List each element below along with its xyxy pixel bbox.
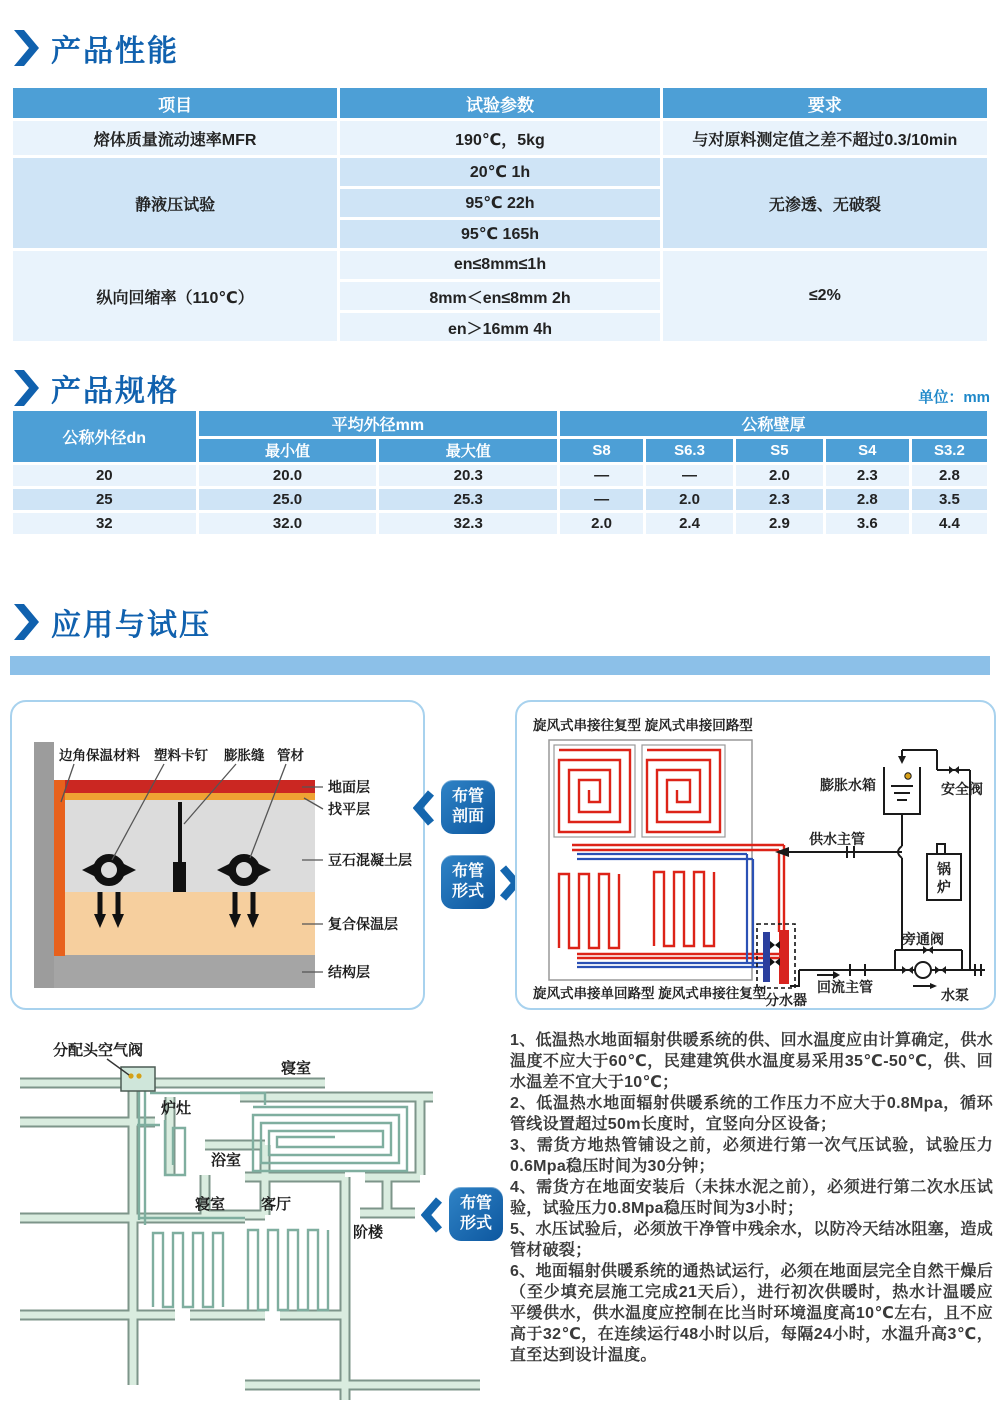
cell-param: 190℃，5kg (339, 120, 661, 157)
cell: 2.0 (559, 512, 645, 536)
badge-label: 布管 (451, 788, 484, 805)
col-header-wall: 公称壁厚 (559, 410, 989, 438)
badge-label: 形式 (451, 883, 484, 900)
cell: 4.4 (910, 512, 988, 536)
badge-label: 剖面 (451, 808, 484, 825)
cell: 2.8 (910, 464, 988, 488)
col-header-req: 要求 (661, 87, 988, 120)
cell-req: ≤2% (661, 250, 988, 343)
cell-param: 95℃ 165h (339, 219, 661, 250)
coil-caption: 旋风式串接往复型 旋风式串接回路型 (533, 718, 753, 733)
cell: 2.9 (734, 512, 824, 536)
pipe-blue (577, 854, 763, 967)
layer-label: 豆石混凝土层 (328, 852, 412, 868)
table-row (12, 488, 989, 512)
cell-req: 与对原料测定值之差不超过0.3/10min (661, 120, 988, 157)
wall-outline (20, 1083, 480, 1400)
table-row (12, 120, 989, 157)
cell: 25.3 (378, 488, 559, 512)
chevron-left-icon (421, 1196, 443, 1234)
cell: 2.8 (824, 488, 910, 512)
cell-param: en＞16mm 4h (339, 312, 661, 343)
room-label: 寝室 (195, 1196, 226, 1213)
section-divider-bar (10, 656, 990, 675)
table-row (12, 464, 989, 488)
pump-label: 水泵 (941, 987, 969, 1003)
table-row (12, 250, 989, 281)
col-header-dn: 公称外径dn (12, 410, 198, 464)
room-outline (554, 745, 635, 837)
room-label: 分配头空气阀 (53, 1042, 144, 1059)
section-chevron-icon (14, 370, 39, 406)
col-header-s32: S3.2 (910, 438, 988, 464)
cell-param: 95℃ 22h (339, 188, 661, 219)
safety-valve-label: 安全阀 (941, 781, 983, 797)
room-outline (642, 745, 725, 837)
cell-req: 无渗透、无破裂 (661, 157, 988, 250)
return-main-label: 回流主管 (817, 979, 873, 995)
cell: 3.6 (824, 512, 910, 536)
tank-label: 膨胀水箱 (820, 777, 876, 793)
wall-shape (34, 742, 54, 988)
bypass-valve-label: 旁通阀 (902, 931, 944, 947)
layer-label: 膨胀缝 (224, 748, 265, 763)
col-header-s63: S6.3 (645, 438, 735, 464)
room-label: 寝室 (281, 1060, 312, 1077)
layer-label: 结构层 (328, 964, 370, 980)
cell: 2.0 (734, 464, 824, 488)
cell: 2.4 (645, 512, 735, 536)
cell: 2.3 (734, 488, 824, 512)
cell-item: 静液压试验 (12, 157, 339, 250)
page-title: 应用与试压 (51, 609, 211, 642)
note-item: 5、水压试验后，必须放干净管中残余水，以防冷天结冰阻塞，造成管材破裂； (510, 1221, 993, 1259)
cell: 25.0 (197, 488, 378, 512)
manifold-label: 分水器 (765, 992, 807, 1008)
layer-label: 管材 (277, 748, 304, 763)
cell: — (559, 464, 645, 488)
col-header-s8: S8 (559, 438, 645, 464)
supply-main-label: 供水主管 (809, 831, 865, 847)
layer-label: 地面层 (328, 779, 370, 795)
cell: — (645, 464, 735, 488)
pipe-layout-panel (515, 700, 996, 1010)
layer-label: 找平层 (328, 801, 370, 817)
cell-param: en≤8mm≤1h (339, 250, 661, 281)
unit-label: 单位：mm (918, 389, 990, 406)
badge-pipe-form (441, 855, 495, 909)
spec-table (10, 408, 990, 537)
col-header-min: 最小值 (197, 438, 378, 464)
cell: 32.0 (197, 512, 378, 536)
section-chevron-icon (14, 604, 39, 640)
col-header-s4: S4 (824, 438, 910, 464)
layer-label: 复合保温层 (328, 916, 398, 932)
badge-label: 形式 (459, 1215, 492, 1232)
badge-label: 布管 (451, 863, 484, 880)
boiler-label: 炉 (937, 879, 951, 895)
room-label: 客厅 (261, 1196, 292, 1213)
col-header-params: 试验参数 (339, 87, 661, 120)
col-header-s5: S5 (734, 438, 824, 464)
layer-label: 塑料卡钉 (154, 748, 208, 763)
floor-plan (15, 1025, 485, 1400)
note-item: 3、需货方地热管铺设之前，必须进行第一次气压试验，试验压力0.6Mpa稳压时间为30分钟； (510, 1137, 993, 1175)
cell: 20.0 (197, 464, 378, 488)
manifold-shape (757, 924, 795, 988)
table-header-row (12, 410, 989, 438)
chevron-left-icon (413, 789, 435, 827)
section-specs-title (14, 366, 179, 410)
section-chevron-icon (14, 30, 39, 66)
float-valve-icon (905, 773, 911, 779)
cell-item: 熔体质量流动速率MFR (12, 120, 339, 157)
structure-layer-shape (54, 955, 315, 988)
cross-section-diagram (12, 702, 423, 1008)
col-header-avg: 平均外径mm (197, 410, 558, 438)
note-item: 6、地面辐射供暖系统的通热试运行，必须在地面层完全自然干燥后（至少填充层施工完成21天后），进行初次供暖时，热水计温暖应平缓供水，供水温度应控制在比当时环境温度高10℃左右，且不应高于32℃，在连续运行48小时以后，每隔24小时，水温升高3℃，直至达到设计温度。 (510, 1263, 993, 1364)
cell: 20 (12, 464, 198, 488)
col-header-item: 项目 (12, 87, 339, 120)
cell: 32.3 (378, 512, 559, 536)
page-title: 产品性能 (51, 35, 179, 68)
table-row (12, 157, 989, 188)
badge-pipe-profile (441, 780, 495, 834)
cell: 2.3 (824, 464, 910, 488)
section-performance-title (14, 26, 179, 70)
edge-insulation-shape (54, 780, 65, 956)
badge-label: 布管 (459, 1195, 492, 1212)
cell-param: 20℃ 1h (339, 157, 661, 188)
leveling-layer-shape (65, 793, 315, 800)
room-label: 炉灶 (161, 1100, 192, 1117)
pipe-layout-diagram (517, 702, 994, 1008)
wall-fill (20, 1083, 480, 1400)
cell: 25 (12, 488, 198, 512)
cell: — (559, 488, 645, 512)
notes (510, 1030, 993, 1366)
cell: 2.0 (645, 488, 735, 512)
coil-caption: 旋风式串接单回路型 旋风式串接往复型 (533, 986, 767, 1001)
note-item: 1、低温热水地面辐射供暖系统的供、回水温度应由计算确定，供水温度不应大于60℃，民建建筑供水温度易采用35℃-50℃，供、回水温差不宜大于10℃； (510, 1032, 993, 1091)
cell: 20.3 (378, 464, 559, 488)
badge-pipe-form-plan (449, 1187, 503, 1241)
room-label: 浴室 (211, 1152, 242, 1169)
boiler-label: 锅 (937, 861, 951, 877)
cell-param: 8mm＜en≤8mm 2h (339, 281, 661, 312)
note-item: 4、需货方在地面安装后（未抹水泥之前），必须进行第二次水压试验，试验压力0.8Mpa稳压时间为3小时； (510, 1179, 993, 1217)
cell: 3.5 (910, 488, 988, 512)
table-header-row (12, 87, 989, 120)
room-label: 阶楼 (353, 1224, 384, 1241)
performance-table (10, 85, 990, 344)
page-title: 产品规格 (51, 375, 179, 408)
cross-section-panel (10, 700, 425, 1010)
table-row (12, 512, 989, 536)
cell-item: 纵向回缩率（110℃） (12, 250, 339, 343)
section-application-title (14, 600, 211, 644)
pump-icon (915, 962, 931, 978)
note-item: 2、低温热水地面辐射供暖系统的工作压力不应大于0.8Mpa，循环管线设置超过50m长度时，宜竖向分区设备； (510, 1095, 993, 1133)
col-header-max: 最大值 (378, 438, 559, 464)
cell: 32 (12, 512, 198, 536)
layer-label: 边角保温材料 (59, 748, 140, 763)
